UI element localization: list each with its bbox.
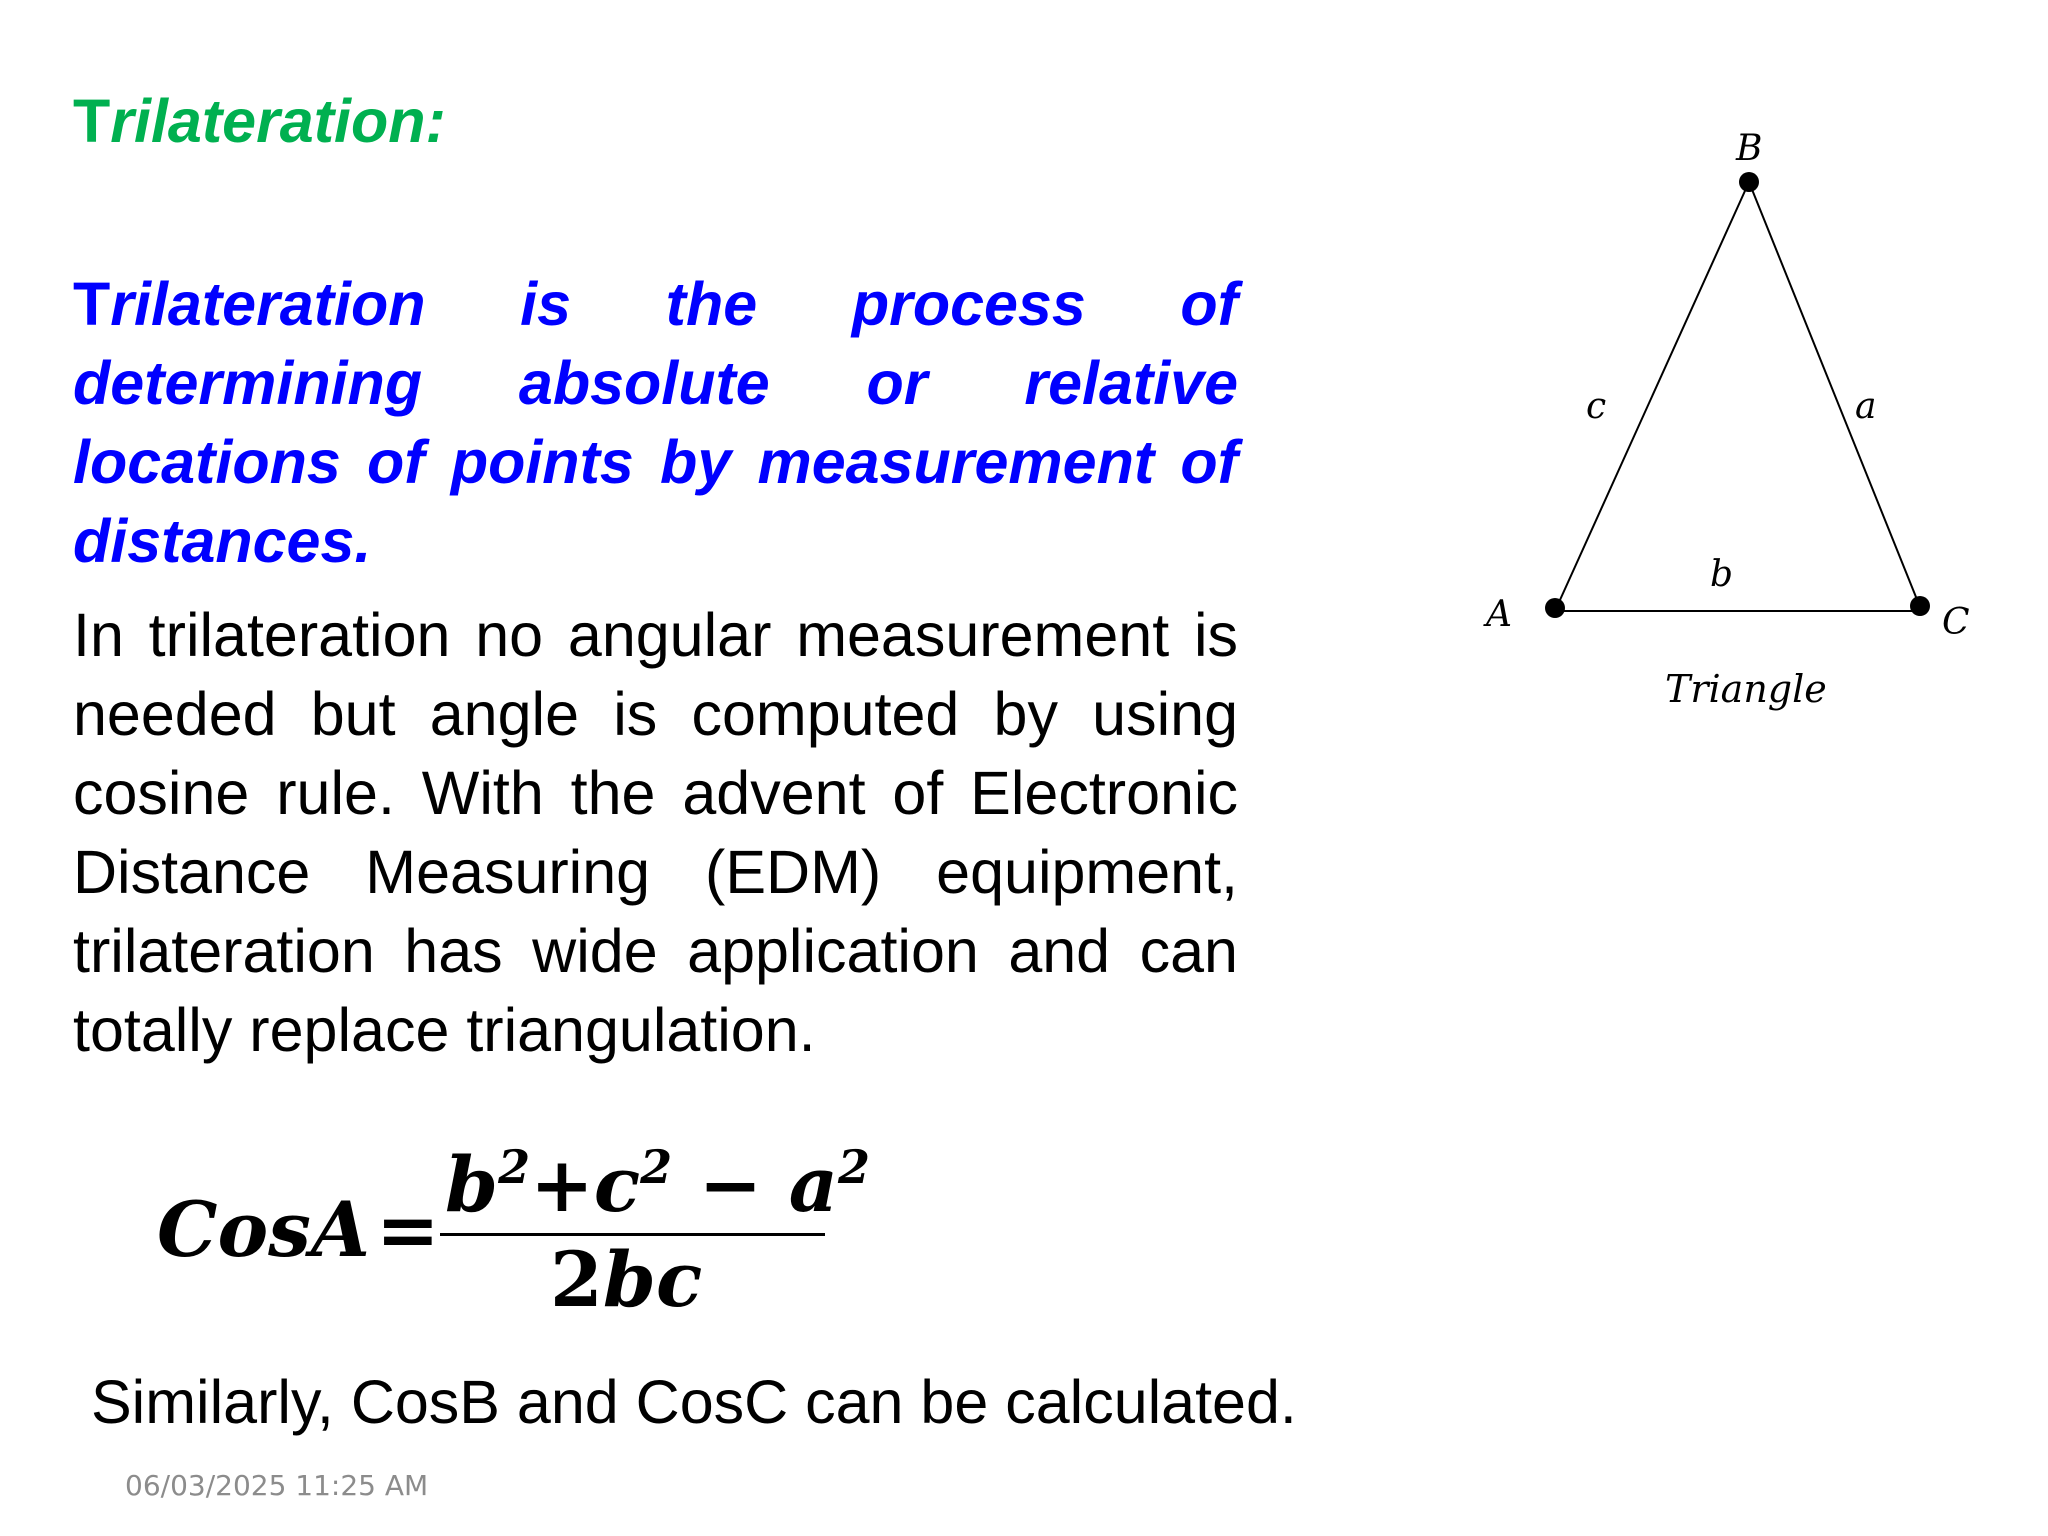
definition-initial: T [73,270,111,338]
triangle-side-c [1555,182,1749,611]
slide-date: 06/03/2025 11:25 AM [125,1469,429,1502]
diagram-caption: Triangle [1665,667,1827,711]
formula-denominator [550,1235,703,1324]
num-a-exp: 2 [838,1140,871,1194]
formula-numerator [445,1140,870,1230]
formula-equals: = [376,1185,440,1274]
num-b-exp: 2 [498,1140,531,1194]
definition-rest: rilateration is the process of determining absolute or relative locations of points by measurement of distances. [73,270,1238,575]
closing-text: Similarly, CosB and CosC can be calculated. [91,1368,1297,1436]
vertex-label-c: C [1942,602,1970,643]
cosine-rule-formula [155,1140,871,1324]
body-paragraph: In trilateration no angular measurement is needed but angle is computed by using cosine rule. With the advent of Electronic Distance Measuring (EDM) equipment, trilateration has wide application and can totally replace triangulation. [73,601,1238,1064]
title-rest: rilateration: [110,87,446,155]
den-coeff: 2 [550,1235,603,1324]
side-label-c: c [1586,386,1607,427]
vertex-b-point [1739,172,1759,192]
triangle-diagram [1450,110,2010,750]
vertex-c-point [1910,596,1930,616]
title-initial: T [73,87,111,155]
num-b: b [445,1140,499,1229]
side-label-b: b [1710,554,1734,595]
den-vars: bc [602,1235,703,1324]
definition-text [73,265,1238,581]
num-c-exp: 2 [640,1140,673,1194]
side-label-a: a [1855,386,1877,427]
num-c: c [593,1140,641,1229]
vertex-label-b: B [1736,128,1763,169]
slide-title [73,82,446,160]
num-plus: + [530,1140,594,1229]
formula-lhs: CosA [157,1185,370,1274]
vertex-label-a: A [1486,594,1512,635]
num-a: a [788,1140,838,1229]
vertex-a-point [1545,598,1565,618]
num-minus: − [672,1140,789,1229]
triangle-side-a [1749,182,1920,607]
